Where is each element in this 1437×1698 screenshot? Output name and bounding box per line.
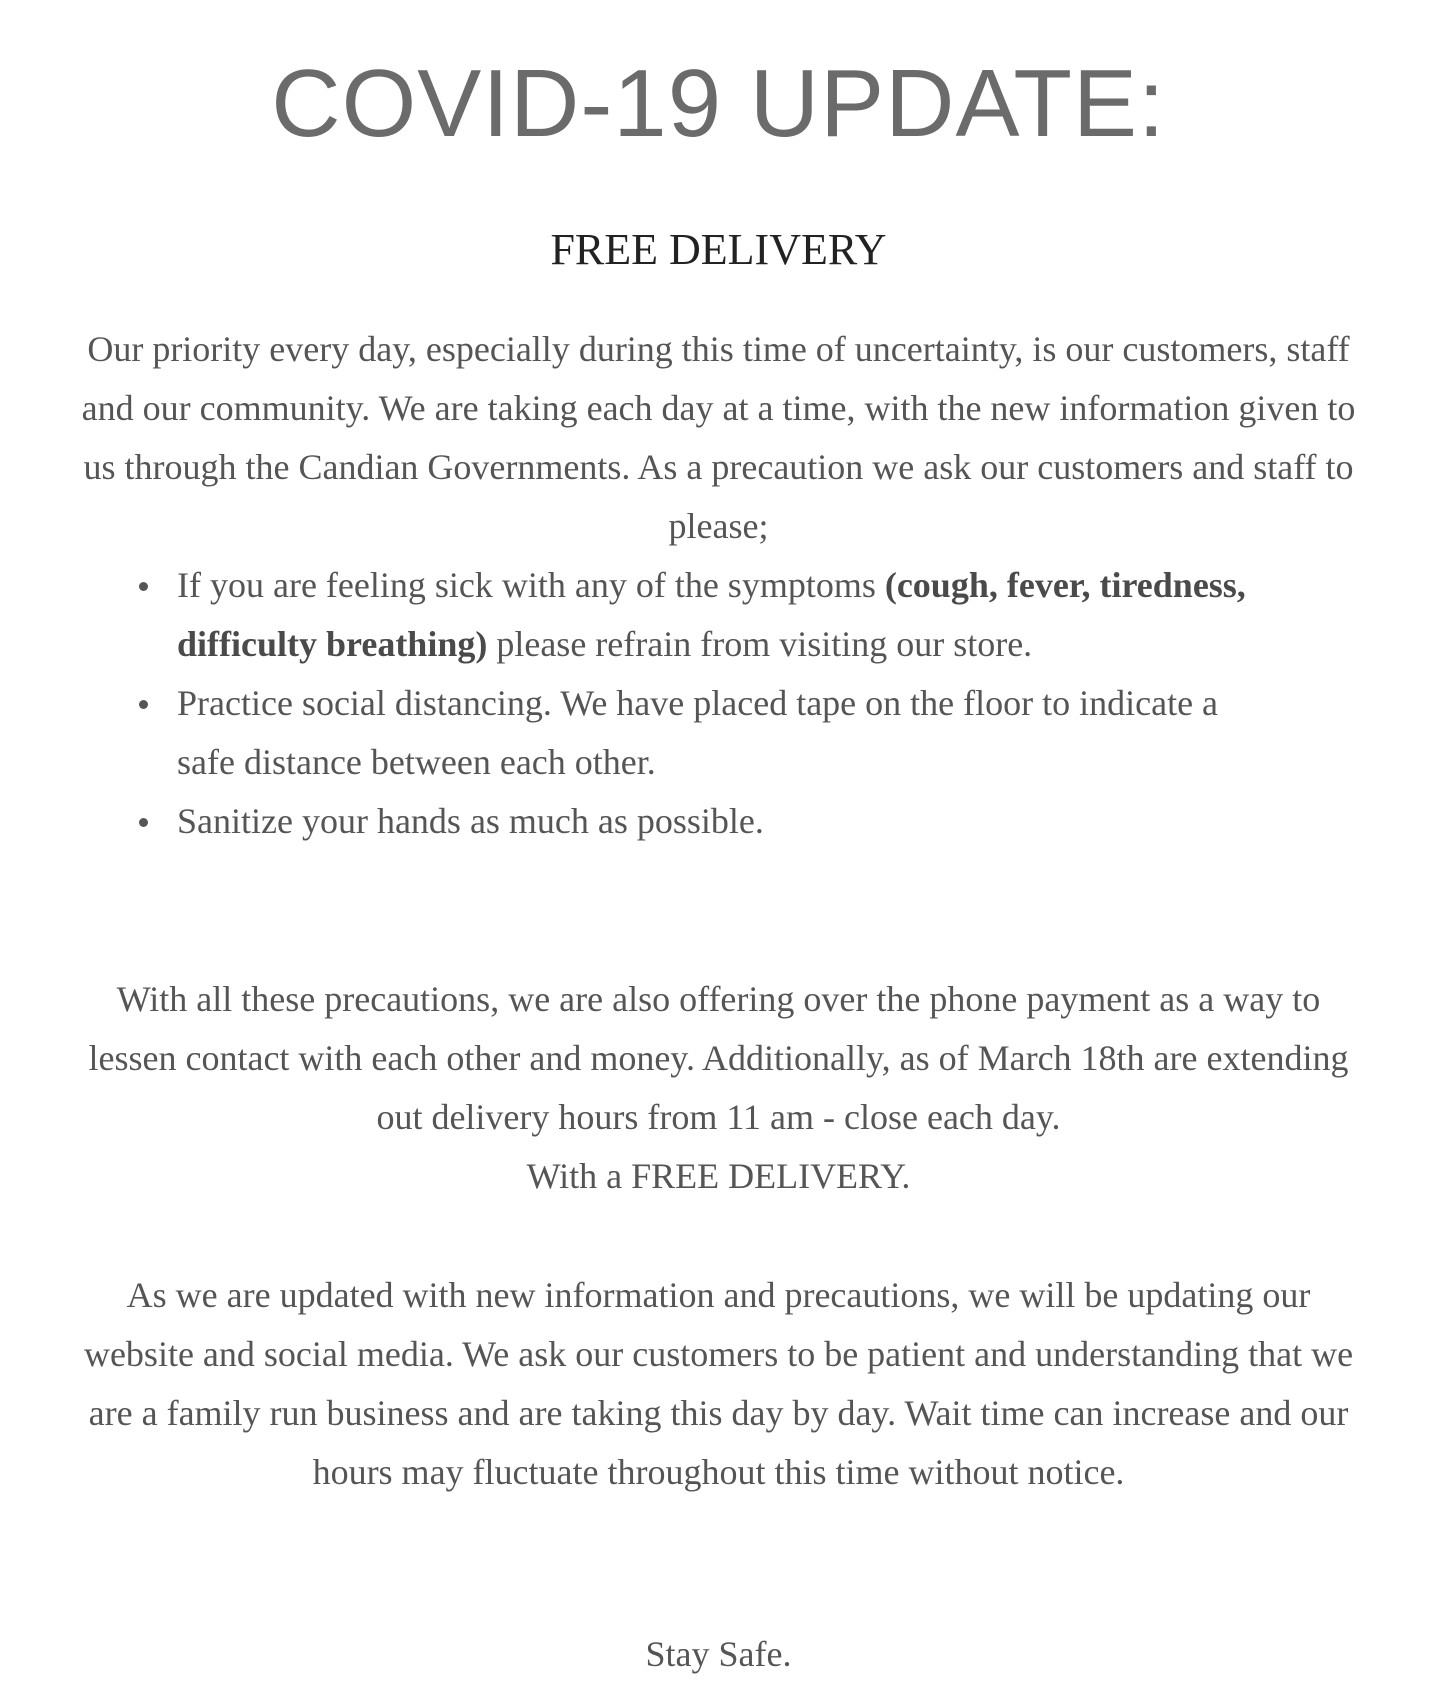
list-item <box>135 556 1265 674</box>
symptoms-text-end: please refrain from visiting our store. <box>487 624 1033 664</box>
list-item <box>135 674 1265 792</box>
symptoms-text-start: If you are feeling sick with any of the symptoms <box>177 565 885 605</box>
closing-text: Stay Safe. <box>645 1634 792 1674</box>
social-distancing-text: Practice social distancing. We have placed tape on the floor to indicate a safe distance between each other. <box>177 683 1219 782</box>
bullet-icon <box>139 818 148 827</box>
free-delivery-heading: FREE DELIVERY <box>550 225 887 274</box>
page-title: COVID-19 UPDATE: <box>271 50 1166 157</box>
symptoms-list: (cough, fever, tiredness, difficulty breathing) <box>177 565 1246 664</box>
payment-paragraph <box>70 970 1367 1206</box>
bullet-icon <box>139 700 148 709</box>
free-delivery-note: With a FREE DELIVERY. <box>526 1156 911 1196</box>
intro-paragraph: Our priority every day, especially during this time of uncertainty, is our customers, staff and our community. We are taking each day at a time, with the new information given to us through the Candian Governments. As a precaution we ask our customers and staff to please; <box>81 329 1356 546</box>
list-item <box>135 792 1265 851</box>
precautions-list <box>135 556 1265 851</box>
updates-paragraph: As we are updated with new information and precautions, we will be updating our website and social media. We ask our customers to be patient and understanding that we are a family run business and are taking this day by day. Wait time can increase and our hours may fluctuate throughout this time without notice. <box>83 1275 1354 1492</box>
sanitize-text: Sanitize your hands as much as possible. <box>177 801 764 841</box>
payment-text: With all these precautions, we are also offering over the phone payment as a way to lessen contact with each other and money. Additionally, as of March 18th are extending out delivery hours from 11 am - close each day. <box>88 979 1349 1137</box>
bullet-icon <box>139 582 148 591</box>
